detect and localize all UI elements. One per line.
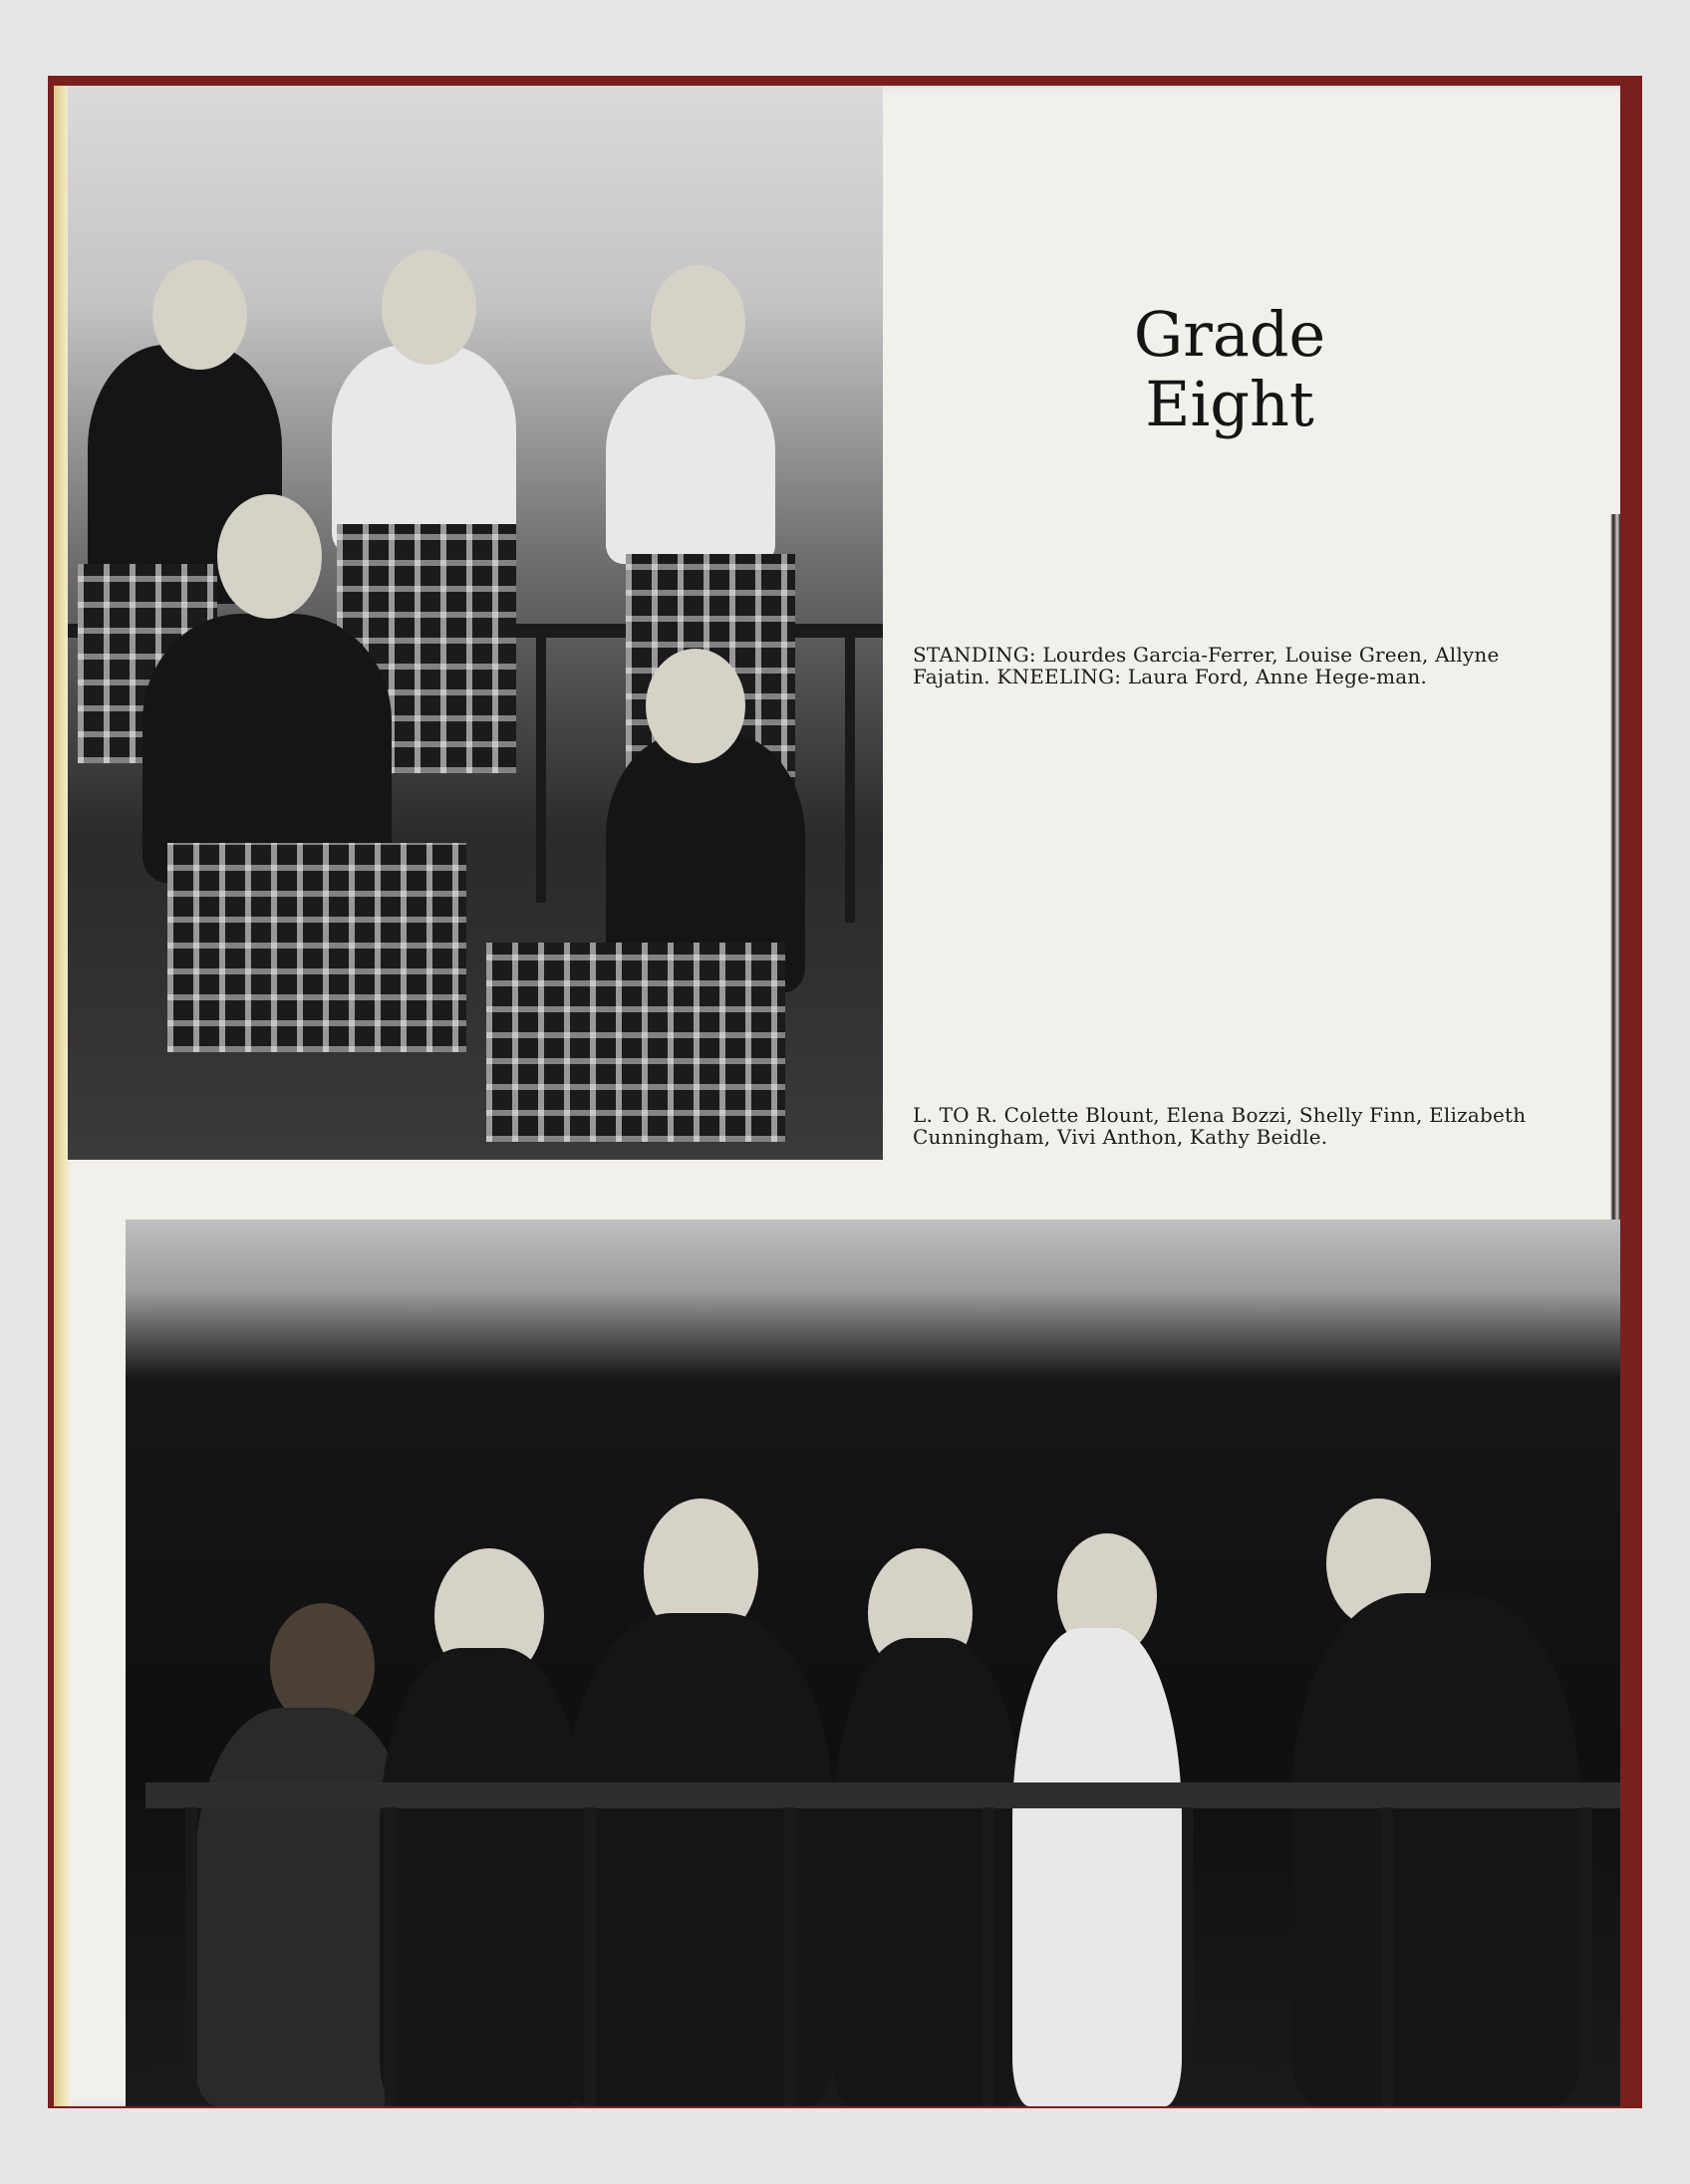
- person-2: [380, 1648, 584, 2106]
- title-line-1: Grade: [1133, 298, 1326, 371]
- railing-post: [1580, 1807, 1592, 2106]
- railing-post: [783, 1807, 795, 2106]
- caption-bottom-photo: L. TO R. Colette Blount, Elena Bozzi, Shelly Finn, Elizabeth Cunningham, Vivi Anthon, Kathy Beidle.: [913, 1103, 1527, 1149]
- yearbook-page: [54, 86, 1620, 2106]
- railing-post: [845, 624, 855, 923]
- caption-top-photo: STANDING: Lourdes Garcia-Ferrer, Louise Green, Allyne Fajatin. KNEELING: Laura Ford, Anne Hege-man.: [913, 643, 1500, 688]
- railing: [145, 1782, 1620, 1808]
- title-line-2: Eight: [1145, 368, 1314, 440]
- railing-post: [584, 1807, 596, 2106]
- person-head: [217, 494, 322, 619]
- railing-post: [1381, 1807, 1393, 2106]
- railing-post: [1182, 1807, 1194, 2106]
- person-standing-2: [332, 345, 516, 554]
- person-head: [382, 250, 476, 365]
- bottom-group-photo: [126, 1220, 1620, 2106]
- plaid-skirt: [167, 843, 466, 1052]
- person-head: [651, 265, 745, 380]
- person-head: [646, 649, 745, 763]
- person-5: [1012, 1628, 1182, 2106]
- railing-post: [536, 624, 546, 903]
- railing-post: [185, 1807, 197, 2106]
- railing-post: [385, 1807, 397, 2106]
- railing-post: [983, 1807, 994, 2106]
- top-group-photo: [68, 86, 883, 1160]
- person-6: [1291, 1593, 1580, 2106]
- person-head: [152, 260, 247, 370]
- plaid-skirt: [486, 943, 785, 1142]
- page-title: [1050, 300, 1409, 439]
- person-standing-3: [606, 375, 775, 564]
